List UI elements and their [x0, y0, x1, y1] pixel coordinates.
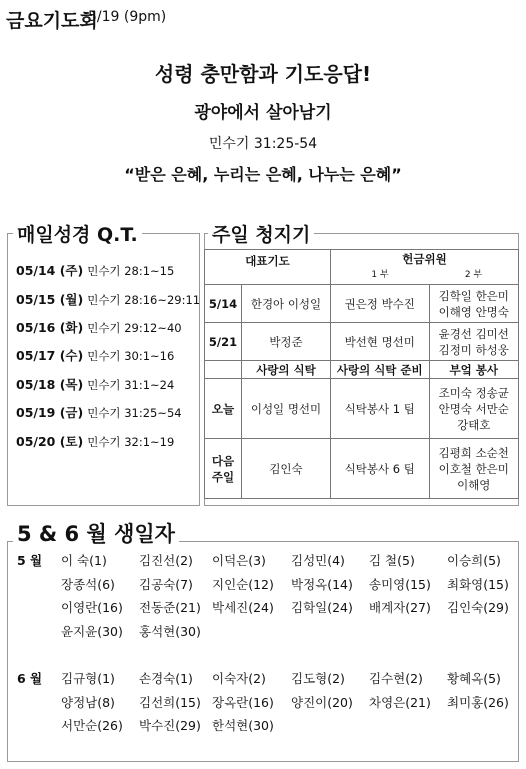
birthday-name: 이승희(5): [447, 553, 501, 568]
birthday-name: 박정옥(14): [291, 576, 353, 592]
row-part2: [429, 285, 518, 323]
row-date: 5/14: [205, 285, 242, 323]
sermon-subtitle: 광야에서 살아남기: [194, 103, 332, 123]
next-prep: 식탁봉사 6 팀: [331, 439, 430, 499]
row-date: 5/21: [205, 323, 242, 361]
sermon-verse: 민수기 31:25-54: [208, 136, 318, 152]
birthday-name: 양진이(20): [291, 694, 353, 710]
qt-verse: 민수기 32:1~19: [87, 435, 175, 449]
qt-row: [16, 403, 182, 421]
head-kitchen: 부엌 봉사: [429, 361, 518, 379]
row-prayer: 박정준: [242, 323, 331, 361]
birthday-name: 이숙자(2): [212, 671, 266, 686]
qt-verse: 민수기 30:1~16: [87, 349, 175, 363]
birthday-title: 5 & 6 월 생일자: [13, 518, 179, 548]
table-row: [205, 323, 519, 361]
birthday-name: 지인순(12): [212, 576, 274, 592]
birthday-name: 홍석현(30): [139, 623, 201, 639]
today-kitchen: [429, 379, 518, 439]
table-row: [205, 361, 519, 379]
qt-date: 05/18 (목): [16, 377, 84, 392]
birthday-name: 최화영(15): [447, 576, 509, 592]
qt-row: [16, 375, 174, 393]
row-label-next: [205, 439, 242, 499]
qt-row: [16, 346, 174, 364]
table-row: [205, 379, 519, 439]
empty-cell: [205, 361, 242, 379]
qt-title: 매일성경 Q.T.: [13, 220, 142, 247]
birthday-name: 송미영(15): [369, 576, 431, 592]
head-prayer: 대표기도: [205, 250, 331, 285]
qt-row: [16, 432, 174, 450]
may-label: 5 월: [17, 553, 43, 568]
birthday-name: 박세진(24): [212, 600, 274, 615]
birthday-name: 윤지윤(30): [61, 623, 123, 639]
row-prayer: 한경아 이성일: [242, 285, 331, 323]
sunday-table: [204, 249, 519, 499]
service-date: 5/19 (9pm): [88, 9, 167, 25]
qt-verse: 민수기 28:16~29:11: [87, 293, 201, 307]
birthday-name: 장종석(6): [61, 576, 115, 592]
sermon-quote: “받은 은혜, 누리는 은혜, 나누는 은혜”: [124, 165, 402, 184]
birthday-name: 김 철(5): [369, 553, 415, 568]
birthday-name: 장옥란(16): [212, 694, 274, 710]
sermon-title: 성령 충만함과 기도응답!: [154, 62, 372, 86]
birthday-name: 한석현(30): [212, 718, 274, 733]
birthday-name: 손경숙(1): [139, 671, 193, 686]
qt-row: [16, 261, 174, 279]
birthday-name: 박수진(29): [139, 718, 201, 733]
today-prep: 식탁봉사 1 팀: [331, 379, 430, 439]
birthday-name: 김수현(2): [369, 671, 423, 686]
birthday-name: 김성민(4): [291, 553, 345, 568]
kitchen-line: 안명숙 서만순: [438, 401, 509, 416]
birthday-name: 차영은(21): [369, 694, 431, 710]
birthday-name: 전동준(21): [139, 600, 201, 615]
table-row: [205, 285, 519, 323]
row-part1: 권은정 박수진: [331, 285, 430, 323]
birthday-name: 이덕은(3): [212, 553, 266, 568]
birthday-name: 김공숙(7): [139, 576, 193, 592]
birthday-name: 양정남(8): [61, 694, 115, 710]
qt-date: 05/20 (토): [16, 434, 84, 449]
qt-date: 05/19 (금): [16, 405, 84, 420]
kitchen-line: 이호철 한은미: [438, 461, 509, 476]
birthday-name: 황혜옥(5): [447, 671, 501, 686]
part2-line: 윤경선 김미선: [438, 326, 509, 341]
birthday-name: 김진선(2): [139, 553, 193, 568]
birthday-name: 서만순(26): [61, 718, 123, 733]
head-offering: 헌금위원: [402, 252, 447, 266]
label-line: 다음: [211, 453, 235, 468]
today-table: 이성일 명선미: [242, 379, 331, 439]
birthday-name: 김학일(24): [291, 600, 353, 615]
table-row: [205, 439, 519, 499]
part2-line: 이해영 안명숙: [438, 304, 509, 319]
qt-row: [16, 318, 182, 336]
row-label-today: 오늘: [205, 379, 242, 439]
head-table: 사랑의 식탁: [242, 361, 331, 379]
birthday-name: 김선희(15): [139, 694, 201, 710]
qt-date: 05/16 (화): [16, 320, 84, 335]
qt-date: 05/17 (수): [16, 348, 84, 363]
next-table: 김인숙: [242, 439, 331, 499]
head-part2: 2 부: [464, 270, 483, 280]
birthday-name: 최미홍(26): [447, 694, 509, 710]
kitchen-line: 김평희 소순천: [438, 445, 509, 460]
head-offering-cell: [331, 250, 519, 285]
part2-line: 김정미 하성웅: [438, 342, 509, 357]
birthday-name: 배계자(27): [369, 600, 431, 615]
row-part2: [429, 323, 518, 361]
head-part1: 1 부: [371, 270, 389, 280]
june-label: 6 월: [17, 671, 43, 686]
part2-line: 김학일 한은미: [438, 288, 509, 303]
offering-subheads: [331, 267, 518, 283]
page-title: 금요기도회: [6, 10, 98, 32]
qt-date: 05/14 (주): [16, 263, 84, 278]
table-row: [205, 250, 519, 285]
qt-row: [16, 290, 200, 308]
kitchen-line: 강태호: [457, 417, 491, 432]
kitchen-line: 조미숙 정송균: [438, 385, 509, 400]
head-prep: 사랑의 식탁 준비: [331, 361, 430, 379]
qt-verse: 민수기 29:12~40: [87, 321, 182, 335]
qt-verse: 민수기 28:1~15: [87, 264, 175, 278]
next-kitchen: [429, 439, 518, 499]
birthday-name: 이영란(16): [61, 600, 123, 615]
row-part1: 박선현 명선미: [331, 323, 430, 361]
birthday-name: 이 숙(1): [61, 553, 107, 568]
label-line: 주일: [211, 469, 235, 484]
qt-verse: 민수기 31:1~24: [87, 378, 175, 392]
sunday-title: 주일 청지기: [208, 220, 314, 247]
birthday-name: 김인숙(29): [447, 600, 509, 615]
qt-date: 05/15 (월): [16, 292, 84, 307]
birthday-name: 김도형(2): [291, 671, 345, 686]
qt-verse: 민수기 31:25~54: [87, 406, 182, 420]
kitchen-line: 이해영: [457, 477, 491, 492]
birthday-name: 김규형(1): [61, 671, 115, 686]
